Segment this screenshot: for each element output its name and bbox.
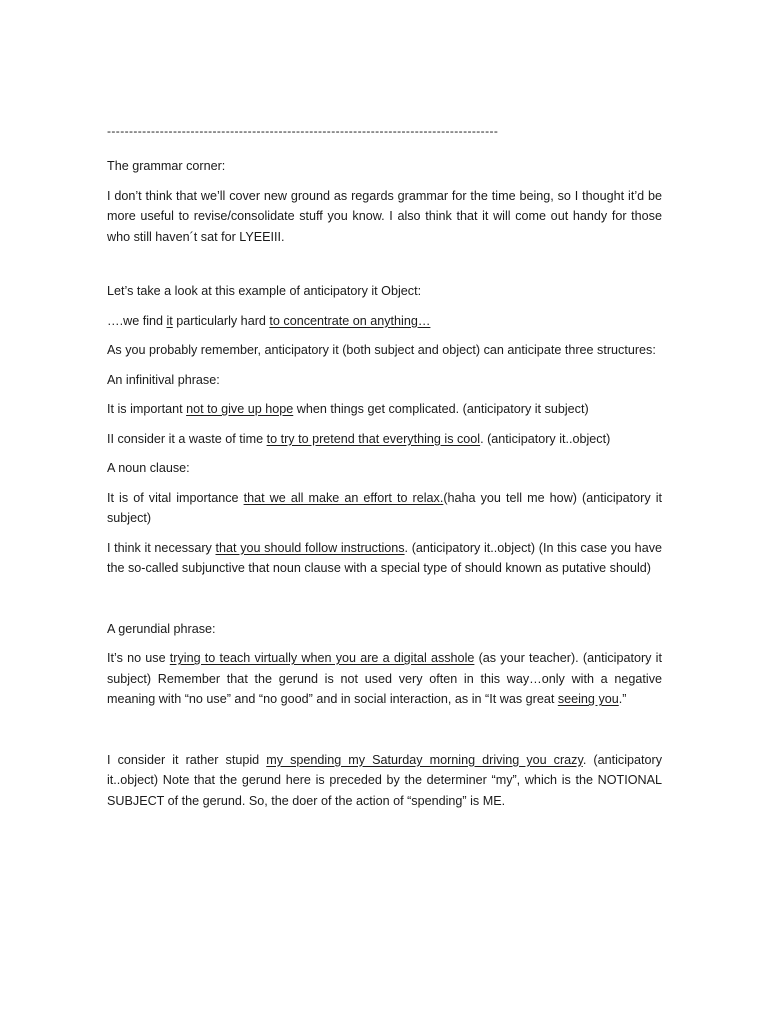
- example-text: . (anticipatory it..object) Note that the gerund here is preceded by the determiner “my”, which is the NOTIONAL SUBJECT of the gerund. So, the doer of the action of “spending” is ME.: [107, 752, 663, 808]
- infinitival-title: An infinitival phrase:: [107, 372, 220, 387]
- example-text: . (anticipatory it..object) (In this case you have the so-called subjunctive that noun clause with a special type of should known as putative should): [107, 540, 662, 575]
- gerundial-example-1: [107, 648, 662, 710]
- example-text: (as your teacher). (anticipatory it subject) Remember that the gerund is not used very often in this way…only with a negative meaning with “no use” and “no good” and in social interaction, as in “It was great: [107, 651, 662, 706]
- example-sentence: [107, 311, 662, 332]
- separator-line: -----------------------------------------------------------------------------------------: [107, 124, 499, 138]
- example-underlined-it: it: [166, 313, 173, 328]
- example-underlined-phrase: that we all make an effort to relax.: [243, 490, 444, 505]
- intro-paragraph: I don’t think that we’ll cover new ground as regards grammar for the time being, so I thought it’d be more useful to revise/consolidate stuff you know. I also think that it will come out handy for those who still haven´t sat for LYEEIII.: [107, 188, 662, 244]
- example-underlined-phrase: seeing you: [557, 692, 619, 706]
- gerundial-example-2: [107, 750, 662, 812]
- example-underlined-phrase: to try to pretend that everything is cool: [266, 431, 481, 446]
- example-text: II consider it a waste of time: [107, 431, 267, 446]
- noun-clause-example-1: [107, 488, 662, 529]
- example-text: I think it necessary: [107, 540, 216, 555]
- infinitival-example-2: [107, 429, 662, 450]
- example-text: I consider it rather stupid: [107, 752, 267, 767]
- example-text: It is important: [107, 402, 187, 416]
- example-underlined-phrase: that you should follow instructions: [215, 540, 405, 555]
- noun-clause-example-2: [107, 538, 662, 579]
- noun-clause-title: A noun clause:: [107, 461, 190, 475]
- example-text: when things get complicated. (anticipatory it subject): [293, 402, 589, 416]
- example-text: It is of vital importance: [107, 490, 244, 505]
- example-underlined-phrase: trying to teach virtually when you are a digital asshole: [169, 651, 475, 665]
- example-underlined-phrase: to concentrate on anything…: [269, 313, 431, 328]
- example-text: (haha you tell me how) (anticipatory it subject): [107, 490, 662, 525]
- lead-paragraph: Let’s take a look at this example of anticipatory it Object:: [107, 284, 422, 298]
- example-text: ….we find: [107, 313, 167, 328]
- section-heading: The grammar corner:: [107, 159, 226, 173]
- example-text: particularly hard: [172, 313, 270, 328]
- example-text: . (anticipatory it..object): [480, 431, 611, 446]
- example-underlined-phrase: my spending my Saturday morning driving you crazy: [266, 752, 583, 767]
- recap-paragraph: As you probably remember, anticipatory it (both subject and object) can anticipate three structures:: [107, 343, 656, 357]
- example-text: It’s no use: [107, 651, 170, 665]
- gerundial-title: A gerundial phrase:: [107, 621, 216, 636]
- example-text: .”: [618, 692, 627, 706]
- example-underlined-phrase: not to give up hope: [186, 402, 294, 416]
- infinitival-example-1: [107, 399, 662, 420]
